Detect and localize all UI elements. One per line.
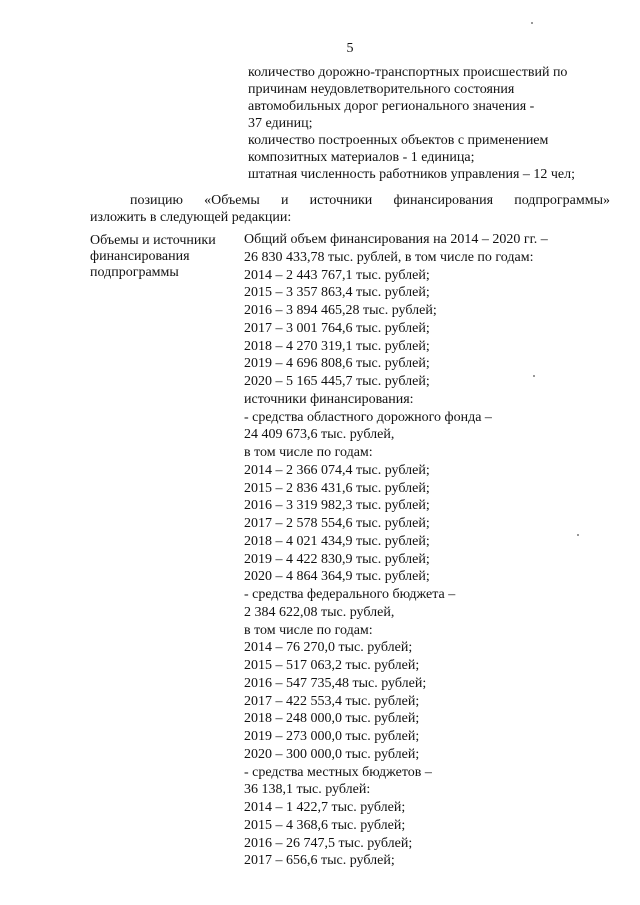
position-label-line: подпрограммы — [90, 265, 179, 280]
financing-line: 2020 – 300 000,0 тыс. рублей; — [244, 746, 420, 762]
financing-line: 2015 – 4 368,6 тыс. рублей; — [244, 817, 406, 833]
indicator-line: штатная численность работников управления – 12 чел; — [248, 167, 576, 182]
financing-line: Общий объем финансирования на 2014 – 2020 гг. – — [244, 232, 548, 247]
financing-line: источники финансирования: — [244, 391, 414, 407]
indicator-line: 37 единиц; — [248, 116, 313, 131]
financing-line: 2019 – 4 696 808,6 тыс. рублей; — [244, 356, 430, 372]
financing-line: 2018 – 4 021 434,9 тыс. рублей; — [244, 533, 430, 549]
financing-line: 26 830 433,78 тыс. рублей, в том числе по годам: — [244, 249, 534, 265]
financing-line: 2017 – 3 001 764,6 тыс. рублей; — [244, 320, 430, 336]
indicators-block — [248, 64, 618, 183]
financing-line: 2014 – 2 366 074,4 тыс. рублей; — [244, 462, 430, 478]
financing-line: - средства областного дорожного фонда – — [244, 409, 492, 425]
financing-line: 2016 – 3 894 465,28 тыс. рублей; — [244, 303, 437, 318]
indicator-line: причинам неудовлетворительного состояния — [248, 82, 515, 97]
financing-line: 2019 – 4 422 830,9 тыс. рублей; — [244, 551, 430, 567]
financing-line: 2016 – 26 747,5 тыс. рублей; — [244, 835, 413, 851]
position-label — [90, 233, 240, 281]
financing-line: 2018 – 248 000,0 тыс. рублей; — [244, 711, 420, 727]
financing-line: в том числе по годам: — [244, 622, 373, 638]
financing-line: 2015 – 517 063,2 тыс. рублей; — [244, 658, 420, 673]
position-label-line: финансирования — [90, 249, 190, 264]
financing-line: 2017 – 656,6 тыс. рублей; — [244, 853, 395, 869]
financing-line: в том числе по годам: — [244, 445, 373, 460]
financing-line: 2 384 622,08 тыс. рублей, — [244, 604, 395, 620]
indicator-line: автомобильных дорог регионального значения - — [248, 99, 535, 114]
financing-line: 2018 – 4 270 319,1 тыс. рублей; — [244, 338, 430, 354]
indicator-line: количество дорожно-транспортных происшествий по — [248, 65, 568, 80]
financing-line: 2015 – 2 836 431,6 тыс. рублей; — [244, 480, 430, 496]
financing-details — [244, 231, 614, 870]
position-label-line: Объемы и источники — [90, 233, 216, 248]
financing-line: 2020 – 5 165 445,7 тыс. рублей; — [244, 374, 430, 389]
financing-line: 2019 – 273 000,0 тыс. рублей; — [244, 729, 420, 744]
financing-line: 2017 – 422 553,4 тыс. рублей; — [244, 693, 420, 709]
financing-line: 2020 – 4 864 364,9 тыс. рублей; — [244, 569, 430, 585]
financing-line: 2014 – 76 270,0 тыс. рублей; — [244, 640, 413, 656]
financing-line: 2015 – 3 357 863,4 тыс. рублей; — [244, 285, 430, 301]
intro-line: позицию «Объемы и источники финансирования подпрограммы» — [130, 193, 610, 208]
financing-line: 2016 – 3 319 982,3 тыс. рублей; — [244, 498, 430, 514]
financing-line: 2014 – 1 422,7 тыс. рублей; — [244, 800, 406, 815]
intro-line: изложить в следующей редакции: — [90, 210, 292, 225]
financing-line: 24 409 673,6 тыс. рублей, — [244, 427, 395, 443]
intro-paragraph — [90, 192, 610, 226]
financing-line: 2017 – 2 578 554,6 тыс. рублей; — [244, 516, 430, 531]
financing-line: - средства местных бюджетов – — [244, 764, 432, 780]
indicator-line: композитных материалов - 1 единица; — [248, 150, 475, 165]
scan-speck — [577, 534, 579, 536]
financing-line: 2014 – 2 443 767,1 тыс. рублей; — [244, 267, 430, 283]
indicator-line: количество построенных объектов с применением — [248, 133, 549, 148]
financing-line: 2016 – 547 735,48 тыс. рублей; — [244, 675, 427, 691]
page-number: 5 — [346, 41, 354, 56]
scan-speck — [533, 375, 535, 377]
scan-speck — [531, 22, 533, 24]
financing-line: - средства федерального бюджета – — [244, 587, 456, 602]
financing-line: 36 138,1 тыс. рублей: — [244, 782, 371, 798]
